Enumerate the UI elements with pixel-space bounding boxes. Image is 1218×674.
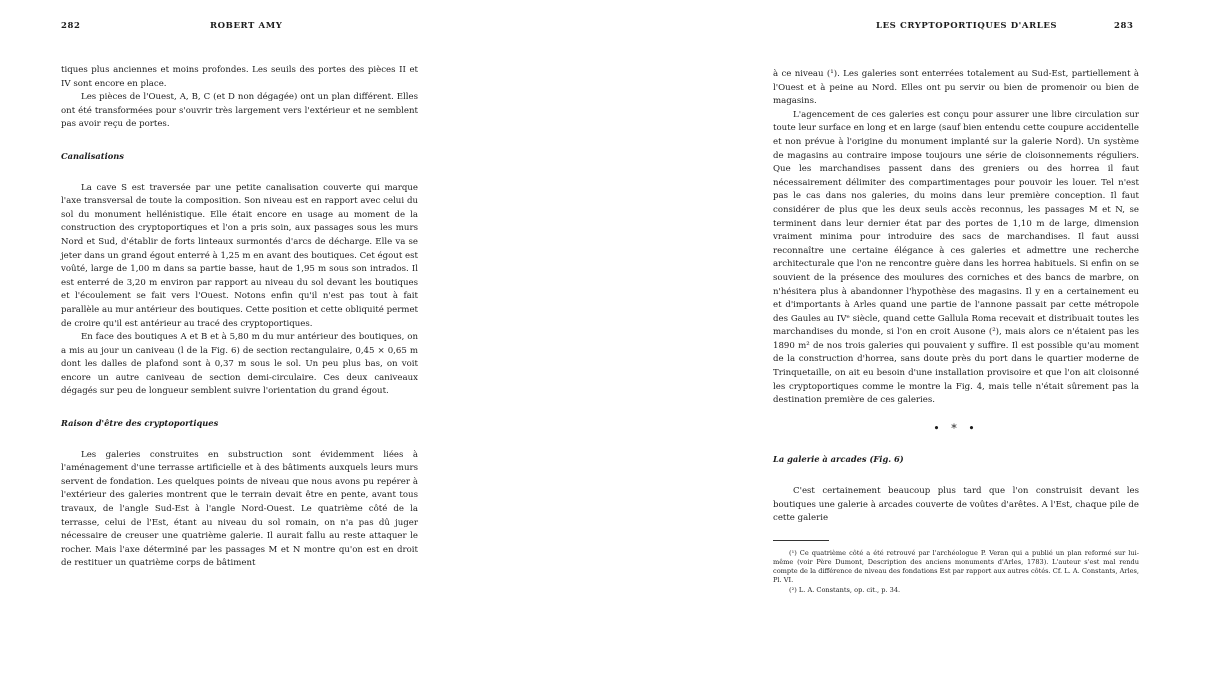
footnote-rule — [773, 540, 829, 541]
text-column — [61, 64, 418, 571]
paragraph: La cave S est traversée par une petite canalisation couverte qui marque l'axe transversal de toute la composition. Son niveau est en rapport avec celui du sol du monument hellénistique. Elle était encore en usage au moment de la construction des cryptoportiques et l'on a pris soin, aux passages sous les murs Nord et Sud, d'établir de forts linteaux surmontés d'arcs de décharge. Elle va se jeter dans un grand égout enterré à 1,25 m en avant des boutiques. Cet égout est voûté, large de 1,00 m dans sa partie basse, haut de 1,95 m sous son intrados. Il est enterré de 3,20 m environ par rapport au niveau du sol devant les boutiques et l'écoulement se fait vers l'Ouest. Notons enfin qu'il n'est pas tout à fait parallèle au mur antérieur des boutiques. Cette position et cette obliquité permet de croire qu'il est antérieur au tracé des cryptoportiques. — [61, 182, 418, 329]
page-number: 282 — [61, 21, 81, 31]
paragraph: En face des boutiques A et B et à 5,80 m du mur antérieur des boutiques, on a mis au jour un caniveau (l de la Fig. 6) de section rectangulaire, 0,45 × 0,65 m dont les dalles de plafond sont à 0,37 m sous le sol. Un peu plus bas, on voit encore un autre caniveau de section demi-circulaire. Ces deux caniveaux dégagés sur peu de longueur semblent suivre l'orientation du grand égout. — [61, 332, 418, 397]
right-page — [609, 0, 1218, 674]
paragraph: tiques plus anciennes et moins profondes. Les seuils des portes des pièces II et IV sont encore en place. — [61, 65, 418, 89]
paragraph: à ce niveau (¹). Les galeries sont enterrées totalement au Sud-Est, partiellement à l'Ouest et à peine au Nord. Elles ont pu servir ou bien de promenoir ou bien de magasins. — [773, 69, 1139, 107]
paragraph: C'est certainement beaucoup plus tard que l'on construisit devant les boutiques une galerie à arcades couverte de voûtes d'arêtes. A l'Est, chaque pile de cette galerie — [773, 486, 1139, 524]
paragraph: Les galeries construites en substruction sont évidemment liées à l'aménagement d'une terrasse artificielle et à des bâtiments auxquels leurs murs servent de fondation. Les quelques points de niveau que nous avons pu repérer à l'extérieur des galeries montrent que le terrain devait être en pente, avant tous travaux, de l'angle Sud-Est à l'angle Nord-Ouest. Le quatrième côté de la terrasse, celui de l'Est, étant au niveau du sol romain, on n'a pas dû juger nécessaire de creuser une quatrième galerie. Il aurait fallu au reste attaquer le rocher. Mais l'axe déterminé par les passages M et N montre qu'on est en droit de restituer un quatrième corps de bâtiment — [61, 449, 418, 569]
section-heading: La galerie à arcades (Fig. 6) — [773, 454, 904, 465]
section-heading: Raison d'être des cryptoportiques — [61, 418, 219, 429]
text-column — [773, 68, 1139, 595]
section-heading: Canalisations — [61, 150, 124, 161]
running-head: LES CRYPTOPORTIQUES D'ARLES — [876, 21, 1058, 31]
footnote: (²) L. A. Constants, op. cit., p. 34. — [789, 585, 901, 594]
footnote: (¹) Ce quatrième côté a été retrouvé par l'archéologue P. Veran qui a publié un plan reformé sur lui-même (voir Père Dumont, Description des anciens monuments d'Arles, 1783). L'auteur s'est mal rendu compte de la différence de niveau des fondations Est par rapport aux autres côtés. Cf. L. A. Constants, Arles, Pl. VI. — [773, 548, 1139, 585]
section-ornament: • * • — [933, 421, 979, 435]
page-number: 283 — [1114, 21, 1134, 31]
paragraph: L'agencement de ces galeries est conçu pour assurer une libre circulation sur toute leur surface en long et en large (sauf bien entendu cette coupure accidentelle et non prévue à l'origine du monument implanté sur la galerie Nord). Un système de magasins au contraire impose toujours une série de cloisonnements réguliers. Que les marchandises passent dans des greniers ou des horrea il faut nécessairement délimiter des compartimentages pour pouvoir les louer. Tel n'est pas le cas dans nos galeries, du moins dans leur première conception. Il faut considérer de plus que les deux seuls accès reconnus, les passages M et N, se terminent dans leur dernier état par des portes de 1,10 m de large, dimension vraiment minima pour introduire des sacs de marchandises. Il faut aussi reconnaître une certaine élégance à ces galeries et admettre une recherche architecturale que l'on ne rencontre guère dans les horrea habituels. Si enfin on se souvient de la présence des moulures des corniches et des bancs de marbre, on n'hésitera plus à abandonner l'hypothèse des magasins. Il y en a certainement eu et d'importants à Arles quand une partie de l'annone passait par cette métropole des Gaules au IVᵉ siècle, quand cette Gallula Roma recevait et distribuait toutes les marchandises du monde, si l'on en croit Ausone (²), mais alors ce n'étaient pas les 1890 m² de nos trois galeries qui pouvaient y suffire. Il est possible qu'au moment de la construction d'horrea, sans doute près du port dans le quartier moderne de Trinquetaille, on ait eu besoin d'une installation provisoire et que l'on ait cloisonné les cryptoportiques comme le montre la Fig. 4, mais telle n'était sûrement pas la destination première de ces galeries. — [773, 109, 1139, 406]
running-head: ROBERT AMY — [210, 21, 283, 31]
paragraph: Les pièces de l'Ouest, A, B, C (et D non dégagée) ont un plan différent. Elles ont été transformées pour s'ouvrir très largement vers l'extérieur et ne semblent pas avoir reçu de portes. — [61, 92, 418, 130]
footnotes — [773, 549, 1139, 595]
